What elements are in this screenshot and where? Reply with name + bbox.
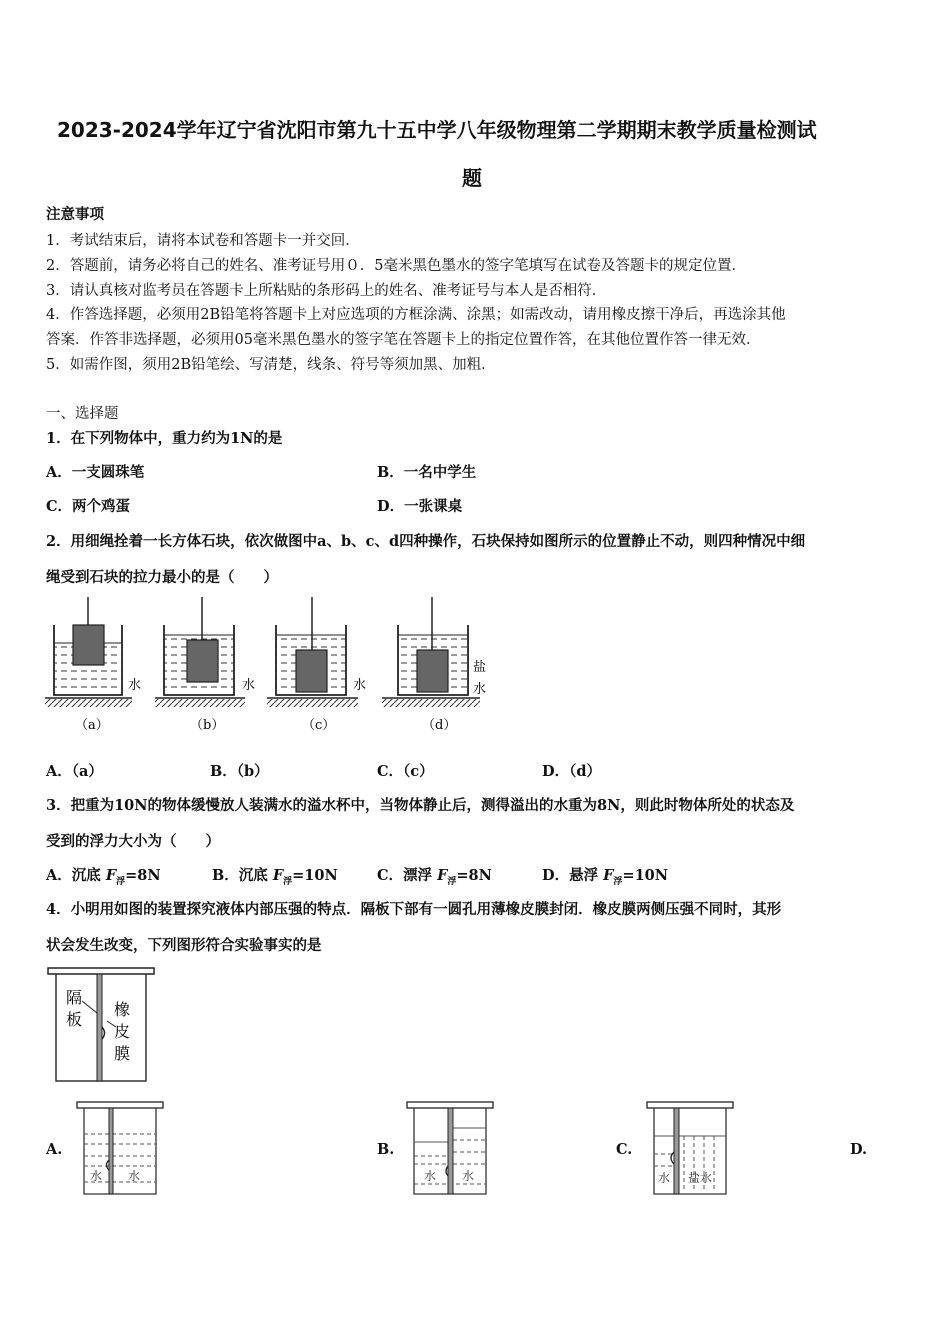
q4-apparatus-figure: [44, 965, 159, 1085]
partition-label: 隔: [66, 988, 83, 1007]
svg-text:水: 水: [424, 1169, 437, 1183]
page-title-continuation: 题: [462, 166, 482, 190]
question-4-stem-cont: 状会发生改变，下列图形符合实验事实的是: [46, 937, 322, 954]
question-2-stem-cont: 绳受到石块的拉力最小的是（ ）: [46, 569, 278, 586]
q3-option-d: D．悬浮 $F_浮=10N$: [542, 867, 669, 887]
salt-water-label: 水: [473, 682, 487, 697]
membrane-label: 膜: [114, 1044, 131, 1063]
q1-option-d: D．一张课桌: [377, 498, 463, 515]
salt-water-label: 盐: [473, 660, 487, 675]
question-2-stem: 2．用细绳拴着一长方体石块，依次做图中a、b、c、d四种操作，石块保持如图所示的位置静止不动，则四种情况中细: [46, 533, 806, 550]
water-label: 水: [128, 678, 142, 693]
partition-label: 板: [66, 1010, 83, 1029]
q4-option-c: C.: [616, 1141, 633, 1158]
q4-option-b: B.: [377, 1141, 395, 1158]
beaker-d: [382, 597, 486, 733]
q4-option-a: A.: [46, 1141, 63, 1158]
question-1-stem: 1．在下列物体中，重力约为1N的是: [46, 430, 283, 447]
note-item: 1．考试结束后，请将本试卷和答题卡一并交回．: [46, 233, 360, 249]
membrane-label: 皮: [114, 1022, 131, 1041]
question-3-stem: 3．把重为10N的物体缓慢放人装满水的溢水杯中，当物体静止后，测得溢出的水重为8N，则此时物体所处的状态及: [46, 797, 795, 814]
beaker-b: [155, 597, 255, 733]
svg-text:水: 水: [462, 1169, 475, 1183]
note-item: 5．如需作图，须用2B铅笔绘、写清楚，线条、符号等须加黑、加粗．: [46, 357, 496, 373]
note-item: 2．答题前，请务必将自己的姓名、准考证号用０．5毫米黑色墨水的签字笔填写在试卷及答题卡的规定位置．: [46, 258, 746, 274]
caption-b: （b）: [190, 718, 225, 733]
q4-option-d: D.: [850, 1141, 868, 1158]
page-title: 2023-2024学年辽宁省沈阳市第九十五中学八年级物理第二学期期末教学质量检测试: [57, 118, 817, 142]
q2-option-a: A．（a）: [46, 763, 103, 780]
caption-d: （d）: [422, 718, 457, 733]
q4-option-a-figure: [76, 1100, 166, 1196]
membrane-label: 橡: [114, 1000, 131, 1019]
note-item: 3．请认真核对监考员在答题卡上所粘贴的条形码上的姓名、准考证号与本人是否相符．: [46, 283, 607, 299]
svg-text:水: 水: [90, 1169, 103, 1183]
svg-text:盐水: 盐水: [688, 1171, 713, 1185]
note-item: 4．作答选择题，必须用2B铅笔将答题卡上对应选项的方框涂满、涂黑；如需改动，请用橡皮擦干净后，再选涂其他: [46, 307, 786, 323]
note-item: 答案．作答非选择题，必须用05毫米黑色墨水的签字笔在答题卡上的指定位置作答，在其他位置作答一律无效．: [46, 332, 761, 348]
svg-text:水: 水: [658, 1171, 671, 1185]
q2-option-b: B．（b）: [210, 763, 269, 780]
q1-option-b: B．一名中学生: [377, 464, 477, 481]
beaker-a: [45, 597, 141, 733]
q3-option-a: A．沉底 $F_浮=8N$: [46, 867, 161, 887]
q2-figure: [40, 595, 510, 740]
question-4-stem: 4．小明用如图的装置探究液体内部压强的特点．隔板下部有一圆孔用薄橡皮膜封闭．橡皮膜两侧压强不同时，其形: [46, 901, 782, 918]
caption-c: （c）: [302, 718, 336, 733]
q2-option-c: C．（c）: [377, 763, 434, 780]
q1-option-a: A．一支圆珠笔: [46, 464, 145, 481]
svg-text:水: 水: [128, 1169, 141, 1183]
caption-a: （a）: [75, 718, 109, 733]
q3-option-b: B．沉底 $F_浮=10N$: [212, 867, 338, 887]
q2-option-d: D．（d）: [542, 763, 601, 780]
question-3-stem-cont: 受到的浮力大小为（ ）: [46, 833, 220, 850]
q4-option-b-figure: [406, 1100, 496, 1196]
water-label: 水: [242, 678, 256, 693]
notes-heading: 注意事项: [46, 206, 104, 223]
q4-option-c-figure: [646, 1100, 736, 1196]
q1-option-c: C．两个鸡蛋: [46, 498, 131, 515]
beaker-c: [267, 597, 366, 733]
q3-option-c: C．漂浮 $F_浮=8N$: [377, 867, 492, 887]
section-heading: 一、选择题: [46, 406, 119, 422]
water-label: 水: [353, 678, 367, 693]
